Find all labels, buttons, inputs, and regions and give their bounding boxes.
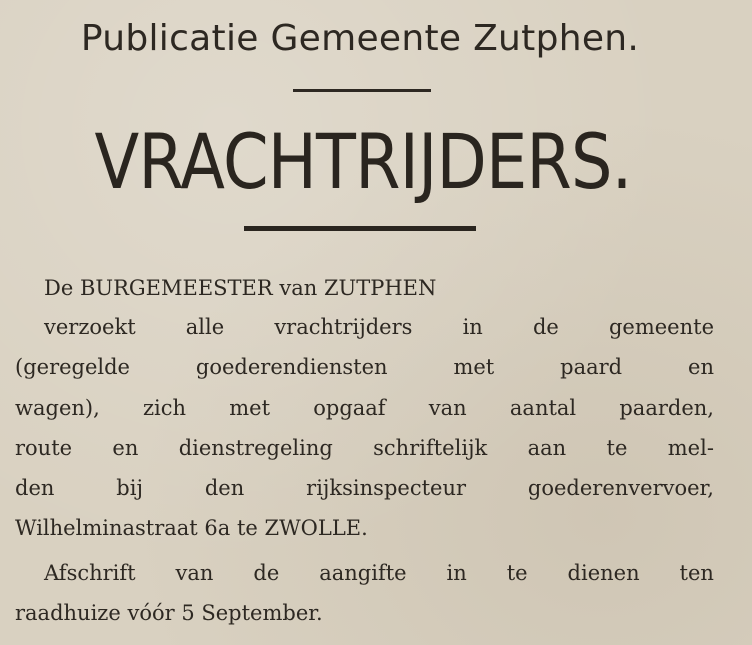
body-line-2 [15, 351, 714, 383]
body-line-4-word: dienstregeling [178, 436, 333, 460]
body-line-4-word: te [606, 436, 628, 460]
second-paragraph-line-1-word: Afschrift [44, 561, 136, 585]
body-line-1-word: vrachtrijders [274, 315, 413, 339]
second-paragraph-line-1 [44, 557, 714, 589]
body-line-3 [15, 392, 714, 424]
body-line-5-word: den [15, 476, 55, 500]
publication-header: Publicatie Gemeente Zutphen. [80, 18, 640, 59]
body-line-3-word: wagen), [15, 396, 100, 420]
body-line-2-word: goederendiensten [195, 355, 388, 379]
second-paragraph-line-1-word: ten [679, 561, 714, 585]
body-line-4-word: schriftelijk [373, 436, 488, 460]
body-line-5-word: goederenvervoer, [527, 476, 714, 500]
body-line-1-word: gemeente [608, 315, 714, 339]
body-line-3-word: paarden, [619, 396, 714, 420]
body-line-2-word: paard [560, 355, 623, 379]
second-paragraph-line-1-word: in [446, 561, 467, 585]
body-line-2-word: met [453, 355, 495, 379]
second-paragraph-line-1-word: dienen [567, 561, 640, 585]
second-paragraph-line-1-word: aangifte [319, 561, 407, 585]
body-line-4-word: route [15, 436, 73, 460]
body-line-1-word: de [532, 315, 559, 339]
second-paragraph-line-1-word: te [506, 561, 528, 585]
body-line-5 [15, 472, 714, 504]
body-line-1-word: verzoekt [44, 315, 136, 339]
second-paragraph-line-1-word: van [175, 561, 214, 585]
body-line-4-word: en [112, 436, 139, 460]
body-line-2-word: en [688, 355, 714, 379]
body-line-4-word: mel- [667, 436, 714, 460]
body-line-1-word: alle [185, 315, 225, 339]
title-divider [244, 226, 476, 231]
body-line-1-word: in [462, 315, 483, 339]
body-line-5-word: rijksinspecteur [306, 476, 467, 500]
body-line-3-word: zich [142, 396, 187, 420]
body-line-5-word: den [204, 476, 245, 500]
body-line-4-word: aan [527, 436, 567, 460]
body-line-3-word: met [229, 396, 271, 420]
address-line: Wilhelminastraat 6a te ZWOLLE. [15, 516, 368, 540]
body-line-3-word: opgaaf [313, 396, 386, 420]
body-line-5-word: bij [116, 476, 143, 500]
header-divider [293, 89, 431, 92]
salutation-line: De BURGEMEESTER van ZUTPHEN [44, 276, 437, 300]
body-line-4 [15, 432, 714, 464]
second-paragraph-line-2: raadhuize vóór 5 September. [15, 601, 323, 625]
body-line-2-word: (geregelde [15, 355, 130, 379]
announcement-title: VRACHTRIJDERS. [94, 117, 632, 206]
body-line-3-word: van [428, 396, 467, 420]
second-paragraph-line-1-word: de [253, 561, 280, 585]
body-line-3-word: aantal [509, 396, 577, 420]
body-line-1 [44, 311, 714, 343]
